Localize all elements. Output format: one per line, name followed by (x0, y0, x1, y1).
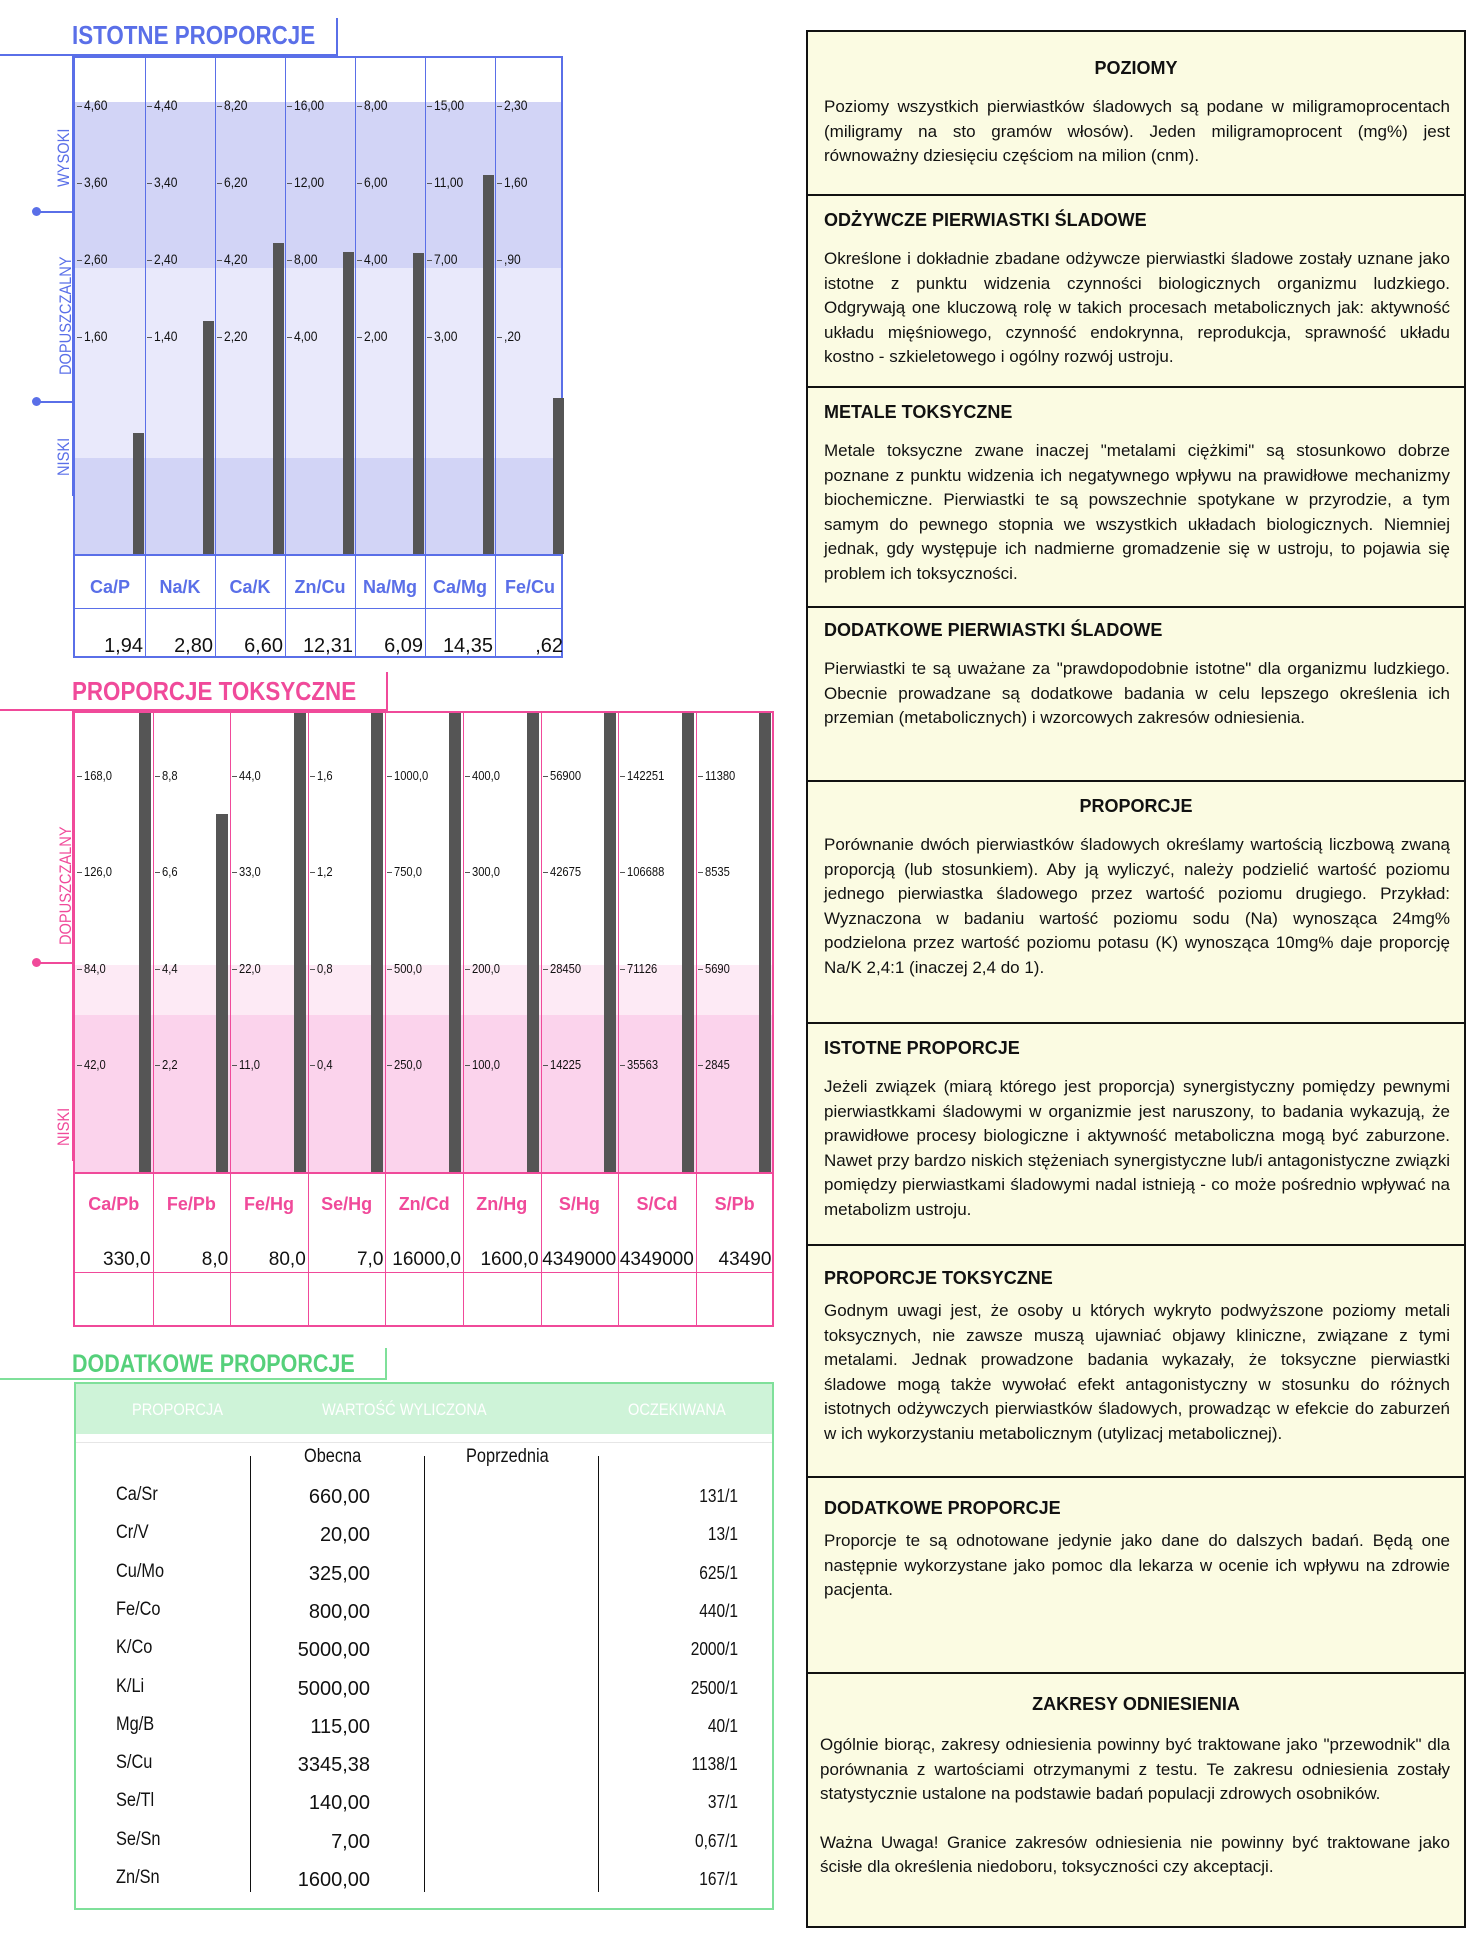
expected-value: 625/1 (699, 1562, 738, 1583)
header-calculated: WARTOŚĆ WYLICZONA (322, 1400, 487, 1419)
column-value: 6,09 (384, 635, 423, 657)
ratio-name: S/Cu (116, 1752, 153, 1774)
tick-label: 11380 (698, 768, 740, 783)
current-value: 3345,38 (297, 1754, 370, 1777)
value-bar (133, 433, 144, 554)
column-name: Na/K (159, 577, 201, 597)
info-toxic-ratios (808, 1244, 1464, 1476)
nutrient-text: Określone i dokładnie zbadane odżywcze pierwiastki śladowe zostały uznane jako istotne z punktu widzenia czynności biologicznych organizmu ludzkiego. Odgrywają one kluczową rolę w takich procesach metabolicznych jak: aktywność układu mięśniowego, czynność endokrynna, reprodukcja, sprawność układu kostno - szkieletowego i ogólny rozwój ustroju. (824, 249, 1450, 366)
tick-label: 84,0 (77, 961, 109, 976)
column-divider (463, 713, 464, 1325)
table-row (76, 1522, 772, 1560)
toxic-metals-heading: METALE TOKSYCZNE (824, 402, 1013, 422)
ratios-text: Porównanie dwóch pierwiastków śladowych określamy wartością liczbową zwaną proporcją (lub stosunkiem). Aby ją wyliczyć, należy podzielić wartość poziomu jednego pierwiastka śladowego przez wartość poziomu drugiego. Przykład: Wyznaczona w badaniu wartość poziomu sodu (Na) wynosząca 24mg% podzielona przez wartość poziomu potasu (K) wynosząca 10mg% daje proporcję Na/K 2,4:1 (inaczej 2,4 do 1). (824, 835, 1450, 977)
tick-label: 16,00 (287, 97, 329, 113)
value-bar (371, 713, 383, 1172)
column-value: 1600,0 (480, 1249, 539, 1270)
essential-ratios-text: Jeżeli związek (miarą którego jest proporcja) synergistyczny pomiędzy pewnymi pierwiastkkami śladowymi w organizmie jest naruszony, to badania wykazują, że prawidłowe procesy biologiczne i aktywność metaboliczna mogą być zaburzone. Nawet przy bardzo niskich stężeniach synergistyczne lub/i antagonistyczne związki pomiędzy pierwiastkami śladowymi nadal istnieją - co może pośrednio wpływać na metabolizm ustroju. (824, 1077, 1450, 1219)
tick-label: 1,40 (147, 328, 181, 344)
additional-title: DODATKOWE PROPORCJE (72, 1350, 355, 1378)
ratio-name: Zn/Sn (116, 1867, 160, 1888)
table-row (76, 1637, 772, 1675)
tick-label: 15,00 (427, 97, 469, 113)
current-value: 800,00 (308, 1600, 370, 1623)
column-name: Ca/K (229, 577, 271, 597)
expected-value: 0,67/1 (694, 1830, 738, 1851)
toxic-title: PROPORCJE TOKSYCZNE (72, 676, 357, 706)
tick-label: 0,8 (310, 961, 335, 976)
zone-marker-line (36, 962, 74, 964)
column-value: 43490 (718, 1249, 772, 1270)
column-divider (385, 713, 386, 1325)
toxic-metals-text: Metale toksyczne zwane inaczej "metalami ciężkimi" są stosunkowo dobrze poznane z punktu widzenia ich negatywnego wpływu na prawidłowe mechanizmy biochemiczne. Pierwiastki te są powszechnie spotykane w przyrodzie, a tym samym do pewnego stopnia we wszystkich układach biologicznych. Niemniej jednak, gdy występuje ich nadmierne gromadzenie się w ustroju, to pojawia się problem ich toksyczności. (824, 441, 1450, 583)
tick-label: 14225 (543, 1057, 586, 1072)
tick-label: 2,30 (497, 97, 531, 113)
tick-label: 6,00 (357, 174, 391, 190)
value-bar (343, 252, 354, 554)
tick-label: 200,0 (465, 961, 505, 976)
expected-value: 440/1 (699, 1600, 738, 1621)
row-divider (75, 554, 561, 556)
zone-label-high: WYSOKI (54, 128, 73, 188)
column-divider (285, 58, 286, 656)
zone-label-normal: DOPUSZCZALNY (56, 826, 75, 945)
ratio-name: Se/Sn (116, 1828, 161, 1850)
value-bar (682, 713, 694, 1172)
value-bar (483, 175, 494, 554)
column-name: S/Pb (714, 1194, 755, 1214)
tick-label: 500,0 (387, 961, 427, 976)
tick-label: 8535 (698, 864, 734, 879)
column-value: 80,0 (268, 1249, 306, 1270)
column-divider (541, 713, 542, 1325)
current-value: 660,00 (308, 1486, 370, 1508)
info-additional-ratios (808, 1476, 1464, 1672)
zone-label-low: NISKI (54, 438, 73, 477)
info-panel (806, 30, 1466, 1928)
info-reference-ranges (808, 1672, 1464, 1928)
column-name: Ca/Mg (433, 577, 487, 597)
tick-label: 6,20 (217, 174, 251, 190)
column-name: Ca/P (89, 577, 131, 597)
column-name: Ca/Pb (88, 1194, 140, 1214)
column-name: Na/Mg (363, 577, 417, 597)
column-name: Zn/Hg (476, 1194, 528, 1214)
column-name: Zn/Cd (398, 1194, 450, 1214)
table-row (76, 1790, 772, 1828)
zone-label-low: NISKI (54, 1108, 73, 1147)
value-bar (139, 713, 151, 1172)
value-bar (449, 713, 461, 1172)
tick-label: 4,4 (155, 961, 180, 976)
info-essential-ratios (808, 1022, 1464, 1244)
tick-label: 22,0 (232, 961, 264, 976)
tick-label: 4,60 (77, 97, 111, 113)
ratio-name: Fe/Co (116, 1598, 161, 1620)
tick-label: 300,0 (465, 864, 505, 879)
tick-label: 7,00 (427, 251, 461, 267)
tick-label: 2,40 (147, 251, 181, 267)
current-value: 325,00 (308, 1562, 370, 1585)
tick-label: 8,20 (217, 97, 251, 113)
row-divider (75, 608, 561, 609)
column-divider (495, 58, 496, 656)
ratio-name: Cu/Mo (116, 1560, 165, 1582)
tick-label: 12,00 (287, 174, 329, 190)
tick-label: 8,00 (287, 251, 321, 267)
column-name: S/Cd (636, 1194, 678, 1214)
ratio-name: K/Li (116, 1675, 145, 1697)
additional-ratios-heading: DODATKOWE PROPORCJE (824, 1498, 1061, 1518)
column-value: 4349000 (619, 1249, 694, 1270)
reference-ranges-text: Ogólnie biorąc, zakresy odniesienia powinny być traktowane jako "przewodnik" dla porównania z wartościami otrzymanymi z testu. Te zakresu odniesienia zostały statystycznie ustalone na podstawie badań populacji zdrowych osobników. (820, 1735, 1450, 1803)
header-ratio: PROPORCJA (132, 1400, 223, 1419)
levels-heading: POZIOMY (1094, 58, 1178, 78)
tick-label: 2,00 (357, 328, 391, 344)
tick-label: 100,0 (465, 1057, 505, 1072)
ratio-name: Ca/Sr (116, 1484, 158, 1505)
row-divider (75, 1272, 772, 1273)
expected-value: 2500/1 (690, 1677, 738, 1698)
tick-label: 5690 (698, 961, 734, 976)
column-divider (308, 713, 309, 1325)
essential-ratios-heading: ISTOTNE PROPORCJE (824, 1038, 1020, 1058)
current-value: 140,00 (308, 1792, 370, 1815)
column-value: 1,94 (104, 635, 143, 657)
additional-elements-heading: DODATKOWE PIERWIASTKI ŚLADOWE (824, 620, 1163, 640)
tick-label: 3,60 (77, 174, 111, 190)
tick-label: 126,0 (77, 864, 117, 879)
info-nutrient (808, 194, 1464, 386)
tick-label: 2845 (698, 1057, 734, 1072)
zone-marker-dot (32, 397, 41, 406)
value-bar (294, 713, 306, 1172)
expected-value: 167/1 (699, 1869, 738, 1889)
tick-label: 8,00 (357, 97, 391, 113)
current-value: 1600,00 (297, 1869, 370, 1891)
tick-label: 1000,0 (387, 768, 434, 783)
table-row (76, 1676, 772, 1714)
expected-value: 13/1 (707, 1524, 738, 1545)
tick-label: 2,2 (155, 1057, 180, 1072)
value-bar (553, 398, 564, 554)
table-row (76, 1867, 772, 1905)
column-value: 4349000 (542, 1249, 617, 1270)
column-divider (145, 58, 146, 656)
tick-label: 1,6 (310, 768, 335, 783)
tick-label: 142251 (620, 768, 670, 783)
tick-label: 71126 (620, 961, 662, 976)
zone-marker-line (36, 401, 74, 403)
toxic-chart (73, 711, 774, 1327)
ratio-name: Cr/V (116, 1522, 149, 1544)
levels-text: Poziomy wszystkich pierwiastków śladowych są podane w miligramoprocentach (miligramy na sto gramów włosów). Jeden miligramoprocent (mg%) jest równoważny dziesięciu częściom na milion (cnm). (824, 97, 1450, 165)
info-additional-elements (808, 606, 1464, 780)
current-value: 115,00 (310, 1715, 370, 1738)
essential-chart (73, 56, 563, 658)
zone-marker-dot (32, 958, 41, 967)
toxic-ratios-heading: PROPORCJE TOKSYCZNE (824, 1268, 1053, 1288)
tick-label: 3,40 (147, 174, 181, 190)
ratio-name: Se/Tl (116, 1790, 155, 1812)
toxic-ratios-text: Godnym uwagi jest, że osoby u których wykryto podwyższone poziomy metali toksycznych, nie zawsze muszą ujawniać objawy kliniczne, związane z tymi metalami. Jednak prowadzone badania wykazały, że toksyczne pierwiastki śladowe mogą także wywołać efekt antagonistyczny w stosunku do różnych istotnych odżywczych pierwiastków śladowych, prowadząc w efekcie do zaburzeń w ich wykorzystaniu metabolicznym (utylizacj metabolicznej). (824, 1301, 1450, 1443)
row-divider (75, 1172, 772, 1174)
zone-marker-line (36, 211, 74, 213)
column-value: 2,80 (174, 635, 213, 657)
tick-label: 28450 (543, 961, 586, 976)
expected-value: 37/1 (707, 1792, 738, 1813)
expected-value: 1138/1 (691, 1754, 738, 1775)
value-bar (759, 713, 771, 1172)
expected-value: 40/1 (707, 1715, 738, 1736)
value-bar (216, 814, 228, 1172)
additional-table (74, 1382, 774, 1910)
table-row (76, 1714, 772, 1752)
tick-label: 11,0 (232, 1057, 263, 1072)
table-row (76, 1599, 772, 1637)
tick-label: 35563 (620, 1057, 663, 1072)
current-value: 7,00 (331, 1830, 370, 1853)
value-bar (273, 243, 284, 554)
column-value: ,62 (535, 635, 563, 657)
tick-label: 3,00 (427, 328, 461, 344)
ratio-name: Mg/B (116, 1713, 155, 1735)
tick-label: 4,00 (287, 328, 321, 344)
column-value: 14,35 (442, 635, 493, 657)
ratios-heading: PROPORCJE (1079, 796, 1193, 816)
header-underline (76, 1442, 772, 1443)
tick-label: ,90 (497, 251, 523, 267)
essential-title: ISTOTNE PROPORCJE (72, 20, 316, 50)
value-bar (203, 321, 214, 554)
current-value: 5000,00 (297, 1639, 370, 1662)
column-value: 8,0 (201, 1249, 229, 1270)
column-divider (215, 58, 216, 656)
tick-label: 33,0 (232, 864, 264, 879)
tick-label: 250,0 (387, 1057, 427, 1072)
tick-label: 44,0 (232, 768, 264, 783)
column-divider (696, 713, 697, 1325)
current-value: 20,00 (319, 1524, 370, 1547)
tick-label: 56900 (543, 768, 586, 783)
column-value: 12,31 (302, 635, 353, 657)
column-divider (153, 713, 154, 1325)
nutrient-heading: ODŻYWCZE PIERWIASTKI ŚLADOWE (824, 210, 1147, 230)
zone-label-normal: DOPUSZCZALNY (56, 256, 75, 375)
column-name: Se/Hg (321, 1194, 373, 1214)
tick-label: 8,8 (155, 768, 180, 783)
info-levels (808, 32, 1464, 194)
tick-label: 4,40 (147, 97, 181, 113)
tick-label: 750,0 (387, 864, 427, 879)
column-value: 330,0 (103, 1249, 151, 1270)
table-row (76, 1752, 772, 1790)
column-value: 6,60 (244, 635, 283, 657)
tick-label: 6,6 (155, 864, 180, 879)
column-name: S/Hg (558, 1194, 600, 1214)
tick-label: ,20 (497, 328, 523, 344)
tick-label: 168,0 (77, 768, 117, 783)
tick-label: 11,00 (427, 174, 468, 190)
column-value: 7,0 (356, 1249, 384, 1270)
column-name: Fe/Pb (166, 1194, 216, 1214)
subheader-previous: Poprzednia (466, 1446, 549, 1467)
tick-label: 0,4 (310, 1057, 335, 1072)
value-bar (527, 713, 539, 1172)
current-value: 5000,00 (297, 1677, 370, 1700)
zone-marker-dot (32, 207, 41, 216)
table-row (76, 1829, 772, 1867)
table-row (76, 1484, 772, 1522)
expected-value: 131/1 (699, 1486, 738, 1506)
tick-label: 1,60 (497, 174, 531, 190)
tick-label: 42,0 (77, 1057, 109, 1072)
column-name: Zn/Cu (294, 577, 346, 597)
column-value: 16000,0 (392, 1249, 461, 1270)
tick-label: 106688 (620, 864, 670, 879)
tick-label: 2,20 (217, 328, 251, 344)
tick-label: 1,2 (310, 864, 335, 879)
reference-ranges-note: Ważna Uwaga! Granice zakresów odniesienia nie powinny być traktowane jako ścisłe dla określenia niedoboru, toksyczności czy akceptacji. (820, 1832, 1450, 1876)
expected-value: 2000/1 (690, 1639, 738, 1660)
tick-label: 4,20 (217, 251, 251, 267)
reference-ranges-heading: ZAKRESY ODNIESIENIA (1032, 1694, 1240, 1714)
column-divider (425, 58, 426, 656)
subheader-current: Obecna (304, 1446, 362, 1467)
value-bar (413, 253, 424, 554)
tick-label: 4,00 (357, 251, 391, 267)
info-toxic-metals (808, 386, 1464, 606)
tick-label: 1,60 (77, 328, 111, 344)
info-ratios (808, 780, 1464, 1022)
column-name: Fe/Hg (243, 1194, 294, 1214)
additional-elements-text: Pierwiastki te są uważane za "prawdopodobnie istotne" dla organizmu ludzkiego. Obecnie prowadzane są dodatkowe badania w celu lepszego określenia ich przemian (metabolicznych) i wzorcowych zakresów odniesienia. (824, 659, 1450, 727)
column-divider (230, 713, 231, 1325)
tick-label: 400,0 (465, 768, 505, 783)
column-divider (618, 713, 619, 1325)
header-expected: OCZEKIWANA (628, 1400, 726, 1419)
ratio-name: K/Co (116, 1637, 153, 1659)
tick-label: 2,60 (77, 251, 111, 267)
tick-label: 42675 (543, 864, 586, 879)
column-name: Fe/Cu (504, 577, 555, 597)
column-divider (355, 58, 356, 656)
zone-low-band (75, 1015, 772, 1173)
value-bar (604, 713, 616, 1172)
additional-ratios-text: Proporcje te są odnotowane jedynie jako dane do dalszych badań. Będą one następnie wykorzystane jako pomoc dla lekarza w ocenie ich wpływu na zdrowie pacjenta. (824, 1531, 1450, 1599)
table-row (76, 1561, 772, 1599)
